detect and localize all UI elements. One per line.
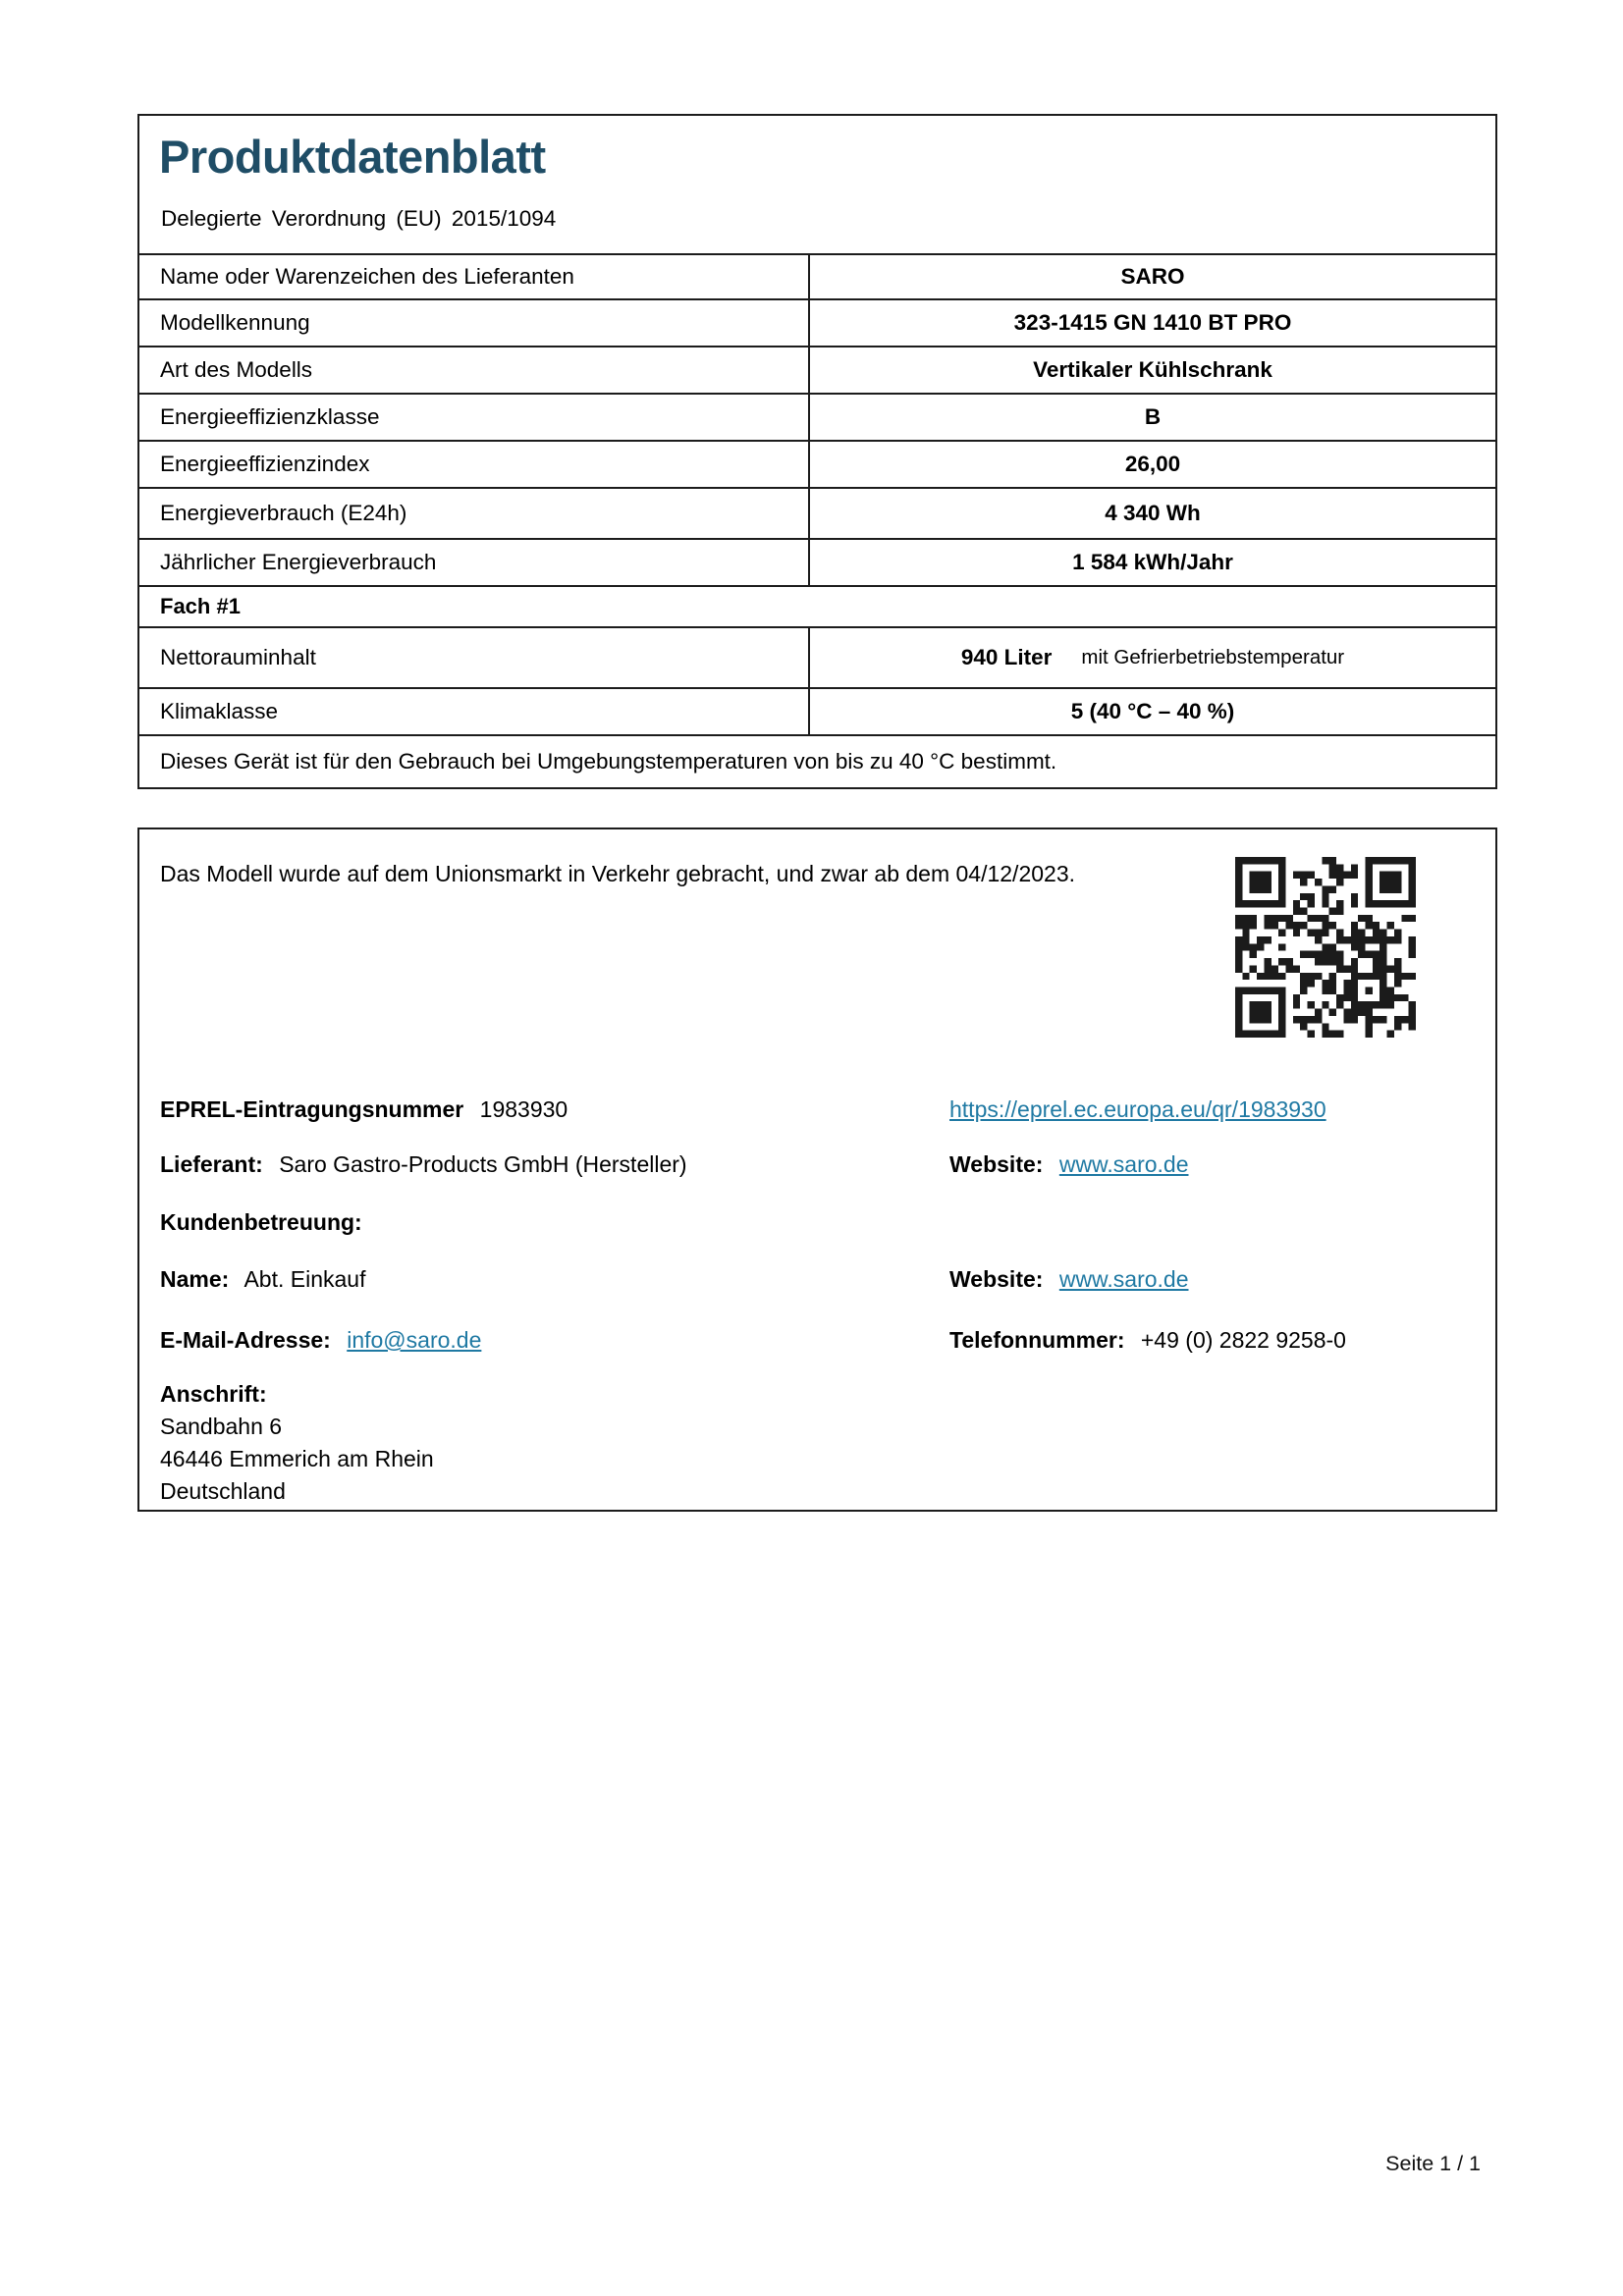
row-label: Energieverbrauch (E24h) <box>139 489 810 538</box>
row-label: Name oder Warenzeichen des Lieferanten <box>139 255 810 298</box>
website-link[interactable]: www.saro.de <box>1058 1266 1189 1292</box>
email-row <box>160 1325 481 1355</box>
table-row <box>139 538 1495 585</box>
email-label: E-Mail-Adresse: <box>160 1327 331 1353</box>
row-value-suffix: mit Gefrierbetriebstemperatur <box>1081 646 1345 668</box>
row-value-main: 940 Liter <box>960 645 1053 669</box>
phone-label: Telefonnummer: <box>949 1327 1125 1353</box>
address-line: Deutschland <box>160 1478 286 1504</box>
qr-code-icon <box>1235 857 1416 1038</box>
table-row <box>139 440 1495 487</box>
row-label: Jährlicher Energieverbrauch <box>139 540 810 585</box>
page-number: Seite 1 / 1 <box>1385 2152 1481 2175</box>
row-label: Art des Modells <box>139 347 810 393</box>
row-label: Nettorauminhalt <box>139 628 810 687</box>
market-statement: Das Modell wurde auf dem Unionsmarkt in Verkehr gebracht, und zwar ab dem 04/12/2023. <box>160 861 1076 886</box>
table-row <box>139 253 1495 298</box>
table-row <box>139 298 1495 346</box>
regulation-subtitle: Delegierte Verordnung (EU) 2015/1094 <box>161 206 557 231</box>
address-line: 46446 Emmerich am Rhein <box>160 1446 434 1471</box>
ambient-temperature-note: Dieses Gerät ist für den Gebrauch bei Umgebungstemperaturen von bis zu 40 °C bestimmt. <box>139 734 1495 787</box>
table-row <box>139 393 1495 440</box>
website-row <box>949 1149 1189 1179</box>
row-value: Vertikaler Kühlschrank <box>1033 357 1272 382</box>
website-row <box>949 1264 1189 1294</box>
website-label: Website: <box>949 1266 1044 1292</box>
row-value: 26,00 <box>1124 452 1181 476</box>
eprel-number: 1983930 <box>479 1096 568 1122</box>
info-box <box>137 828 1497 1512</box>
supplier-value: Saro Gastro-Products GmbH (Hersteller) <box>279 1151 687 1177</box>
contact-name-value: Abt. Einkauf <box>243 1266 366 1292</box>
table-row <box>139 687 1495 734</box>
product-sheet <box>137 114 1497 789</box>
website-link[interactable]: www.saro.de <box>1058 1151 1189 1177</box>
website-label: Website: <box>949 1151 1044 1177</box>
row-value: 4 340 Wh <box>1105 501 1201 525</box>
row-value: 1 584 kWh/Jahr <box>1072 550 1233 574</box>
eprel-row <box>160 1095 568 1124</box>
eprel-link[interactable]: https://eprel.ec.europa.eu/qr/1983930 <box>949 1096 1326 1122</box>
table-row <box>139 626 1495 687</box>
contact-name-label: Name: <box>160 1266 230 1292</box>
row-value <box>810 628 1495 687</box>
page-title: Produktdatenblatt <box>159 131 546 183</box>
supplier-label: Lieferant: <box>160 1151 263 1177</box>
contact-name-row <box>160 1264 365 1294</box>
row-label: Modellkennung <box>139 300 810 346</box>
address-line: Sandbahn 6 <box>160 1414 283 1439</box>
row-label: Klimaklasse <box>139 689 810 734</box>
email-link[interactable]: info@saro.de <box>347 1327 482 1353</box>
row-value: SARO <box>1120 264 1185 289</box>
sheet-header <box>139 116 1495 253</box>
table-row <box>139 346 1495 393</box>
row-label: Energieeffizienzklasse <box>139 395 810 440</box>
section-header-fach: Fach #1 <box>139 585 1495 626</box>
customer-service-heading: Kundenbetreuung: <box>160 1209 362 1235</box>
supplier-row <box>160 1149 687 1179</box>
eprel-label: EPREL-Eintragungsnummer <box>160 1096 464 1122</box>
phone-value: +49 (0) 2822 9258-0 <box>1140 1327 1346 1353</box>
row-value: B <box>1144 404 1162 429</box>
row-value: 323-1415 GN 1410 BT PRO <box>1013 310 1292 335</box>
eprel-link-wrap <box>949 1095 1326 1124</box>
row-label: Energieeffizienzindex <box>139 442 810 487</box>
table-row <box>139 487 1495 538</box>
phone-row <box>949 1325 1346 1355</box>
address-heading: Anschrift: <box>160 1381 267 1407</box>
row-value: 5 (40 °C – 40 %) <box>1070 699 1235 723</box>
